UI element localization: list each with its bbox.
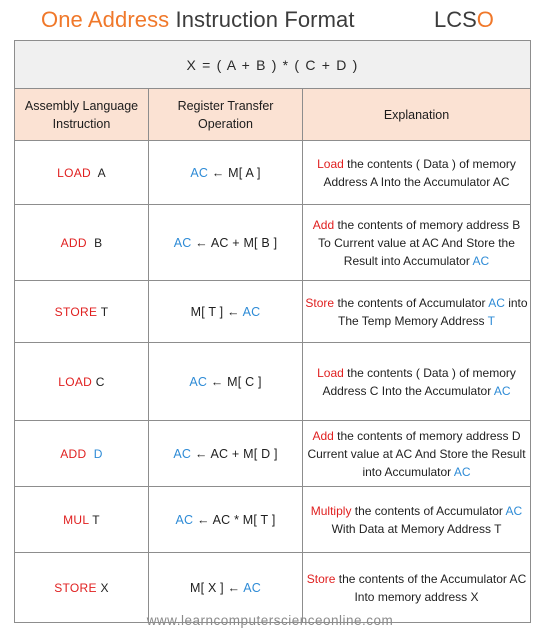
instruction-cell [15, 421, 149, 487]
instruction-cell [15, 281, 149, 343]
table-row [15, 421, 531, 487]
operation-cell [149, 141, 303, 205]
explanation-cell [303, 421, 531, 487]
expl-text: the contents ( Data ) of memory Address C Into the Accumulator [322, 365, 516, 398]
column-header-instruction: Assembly Language Instruction [15, 89, 149, 141]
instr-operand: D [93, 446, 103, 461]
instr-opcode: ADD [60, 446, 87, 461]
instr-opcode: STORE [54, 580, 97, 595]
instr-opcode: STORE [54, 304, 98, 319]
page-title [41, 7, 355, 33]
instruction-cell [15, 205, 149, 281]
rto-rhs: AC [243, 580, 261, 595]
brand-accent: O [476, 7, 494, 32]
title-accent: One Address [41, 7, 170, 32]
operation-cell [149, 343, 303, 421]
expl-lead: Store [305, 295, 335, 310]
expl-text: the contents of the Accumulator AC Into memory address X [335, 571, 527, 604]
rto-lhs: AC [189, 374, 208, 389]
expl-text: the contents of Accumulator [351, 503, 506, 518]
operation-cell [149, 553, 303, 623]
explanation-cell [303, 281, 531, 343]
brand-main: LCS [434, 7, 477, 32]
instruction-table [14, 40, 531, 623]
expl-lead: Load [317, 156, 344, 171]
operation-cell [149, 487, 303, 553]
rto-rhs: AC [242, 304, 261, 319]
explanation-cell [303, 487, 531, 553]
expl-lead: Multiply [310, 503, 352, 518]
table-row [15, 141, 531, 205]
column-header-operation: Register Transfer Operation [149, 89, 303, 141]
instr-opcode: MUL [63, 512, 89, 527]
instr-operand: T [92, 512, 100, 527]
table-row [15, 281, 531, 343]
rto-lhs: AC [173, 446, 192, 461]
expl-lead: Load [317, 365, 344, 380]
rto-lhs: AC [175, 512, 194, 527]
formula-cell: X = ( A + B ) * ( C + D ) [15, 41, 531, 89]
operation-cell [149, 421, 303, 487]
expl-text: the contents of memory address B To Current value at AC And Store the Result into Accumulator [318, 217, 521, 268]
watermark: www.learncomputerscienceonline.com [146, 613, 394, 628]
expl-tail: T [487, 313, 495, 328]
brand-logo [434, 7, 494, 33]
instr-opcode: LOAD [57, 165, 91, 180]
expl-text: the contents of memory address D Current value at AC And Store the Result into Accumulator [307, 428, 526, 479]
instruction-cell [15, 343, 149, 421]
table-row [15, 487, 531, 553]
column-header-explanation: Explanation [303, 89, 531, 141]
formula-row [15, 41, 531, 89]
instruction-cell [15, 141, 149, 205]
expl-mid: AC [488, 295, 505, 310]
expl-lead: Store [306, 571, 336, 586]
rto-lhs: AC [173, 235, 192, 250]
rto-rhs: ← AC + M[ B ] [195, 235, 278, 250]
rto-rhs: ← AC + M[ D ] [194, 446, 278, 461]
expl-text: the contents of Accumulator [334, 295, 489, 310]
table-row [15, 343, 531, 421]
table-row [15, 553, 531, 623]
operation-cell [149, 281, 303, 343]
expl-lead: Add [312, 217, 335, 232]
expl-tail: AC [493, 383, 511, 398]
rto-lhs: M[ X ] ← [190, 580, 241, 595]
explanation-cell [303, 205, 531, 281]
explanation-cell [303, 141, 531, 205]
operation-cell [149, 205, 303, 281]
expl-text-2: into The Temp Memory Address [338, 295, 528, 328]
rto-rhs: ← AC * M[ T ] [196, 512, 276, 527]
instr-opcode: LOAD [58, 374, 93, 389]
expl-lead: Add [312, 428, 334, 443]
instruction-cell [15, 487, 149, 553]
instr-operand: X [100, 580, 109, 595]
instr-operand: T [100, 304, 109, 319]
title-rest: Instruction Format [169, 7, 355, 32]
rto-rhs: ← M[ C ] [210, 374, 262, 389]
header [0, 5, 540, 37]
instr-operand: B [94, 235, 103, 250]
explanation-cell [303, 553, 531, 623]
instr-operand: A [97, 165, 106, 180]
rto-lhs: AC [190, 165, 209, 180]
table-header-row [15, 89, 531, 141]
expl-tail: AC [472, 253, 490, 268]
expl-tail: AC [453, 464, 471, 479]
instruction-cell [15, 553, 149, 623]
instr-opcode: ADD [60, 235, 87, 250]
expl-text-2: With Data at Memory Address T [331, 521, 502, 536]
instr-operand: C [95, 374, 105, 389]
rto-lhs: M[ T ] ← [190, 304, 240, 319]
rto-rhs: ← M[ A ] [211, 165, 261, 180]
explanation-cell [303, 343, 531, 421]
table-row [15, 205, 531, 281]
expl-mid: AC [505, 503, 523, 518]
expl-text: the contents ( Data ) of memory Address A Into the Accumulator AC [323, 156, 516, 189]
